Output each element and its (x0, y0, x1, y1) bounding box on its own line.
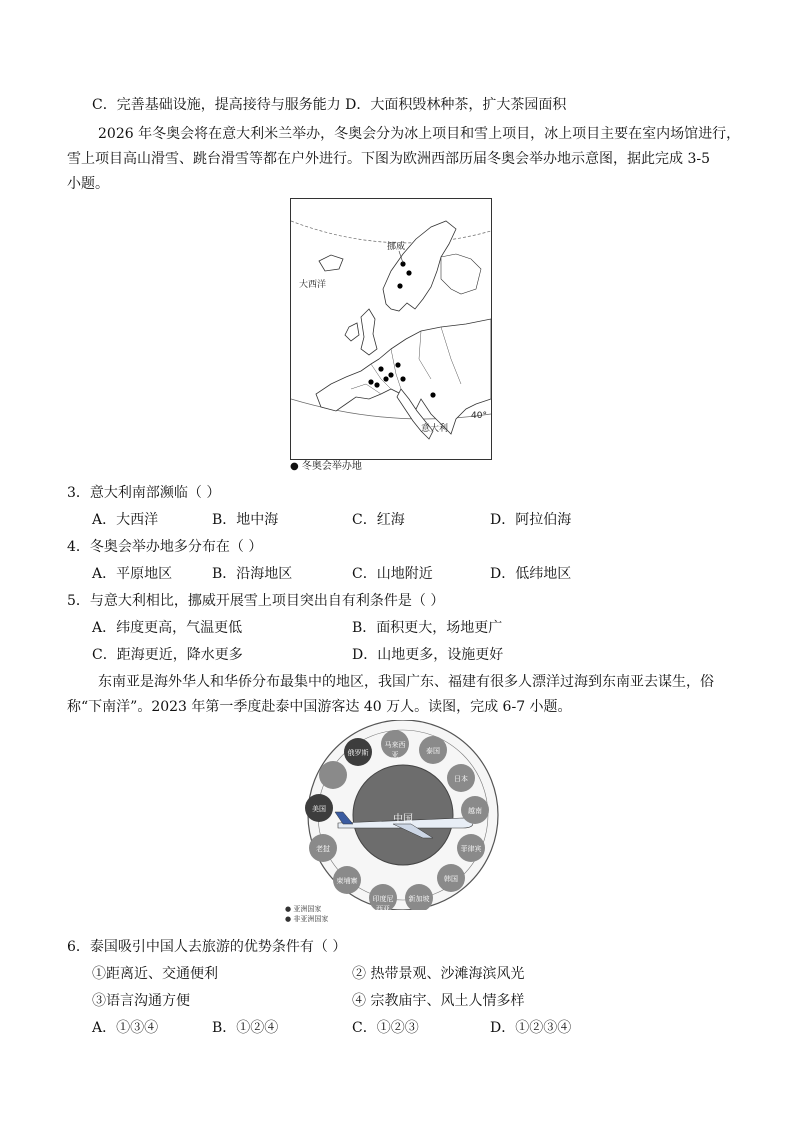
question-6-option-b: B．①②④ (212, 1020, 279, 1036)
question-3-option-a: A．大西洋 (92, 512, 159, 528)
europe-winter-olympics-map (290, 198, 492, 460)
passage-2-line-1: 东南亚是海外华人和华侨分布最集中的地区，我国广东、福建有很多人漂洋过海到东南亚去谋生，俗 (98, 674, 714, 690)
question-3-option-d: D．阿拉伯海 (490, 512, 572, 528)
question-3-option-c: C．红海 (352, 512, 405, 528)
legend-non-asian-countries: ● 非亚洲国家 (285, 915, 329, 923)
passage-2-line-2: 称“下南洋”。2023 年第一季度赴泰中国游客达 40 万人。读图，完成 6-7 小题。 (67, 699, 572, 715)
map-label-latitude-40: 40° (471, 411, 487, 421)
node-malaysia: 马来西亚 (384, 741, 406, 759)
map-label-italy: 意大利 (421, 424, 449, 434)
question-4-option-c: C．山地附近 (352, 566, 433, 582)
map-label-norway: 挪威 (387, 242, 406, 252)
question-5-option-d: D．山地更多，设施更好 (352, 647, 504, 663)
node-japan: 日本 (454, 775, 468, 783)
question-6-option-a: A．①③④ (92, 1020, 159, 1036)
node-singapore: 新加坡 (408, 895, 430, 903)
question-3-stem: 3．意大利南部濒临（ ） (67, 485, 221, 501)
question-6-item-4: ④ 宗教庙宇、风土人情多样 (352, 993, 525, 1009)
question-4-option-d: D．低纬地区 (490, 566, 572, 582)
map-label-atlantic: 大西洋 (299, 280, 327, 290)
passage-1-line-3: 小题。 (67, 176, 109, 192)
node-cambodia: 柬埔寨 (336, 877, 358, 885)
question-6-option-d: D．①②③④ (490, 1020, 572, 1036)
node-vietnam: 越南 (468, 807, 482, 815)
china-outbound-destinations-figure (283, 720, 523, 913)
center-label-china: 中国 (393, 814, 413, 825)
question-6-option-c: C．①②③ (352, 1020, 419, 1036)
question-5-option-a: A．纬度更高，气温更低 (92, 620, 243, 636)
q2-options-c-d: C．完善基础设施，提高接待与服务能力 D．大面积毁林种茶，扩大茶园面积 (92, 97, 567, 113)
passage-1-line-1: 2026 年冬奥会将在意大利米兰举办，冬奥会分为冰上项目和雪上项目，冰上项目主要在室内场馆进行， (98, 126, 741, 142)
question-4-option-a: A．平原地区 (92, 566, 173, 582)
node-korea: 韩国 (444, 875, 458, 883)
node-laos: 老挝 (316, 845, 330, 853)
legend-asian-countries: ● 亚洲国家 (285, 905, 322, 913)
node-philippines: 菲律宾 (460, 845, 482, 853)
question-6-stem: 6．泰国吸引中国人去旅游的优势条件有（ ） (67, 939, 347, 955)
node-usa: 美国 (312, 805, 326, 813)
passage-1-line-2: 雪上项目高山滑雪、跳台滑雪等都在户外进行。下图为欧洲西部历届冬奥会举办地示意图，据此完成 3-5 (67, 151, 710, 167)
question-6-item-2: ② 热带景观、沙滩海滨风光 (352, 966, 525, 982)
node-indonesia: 印度尼西亚 (372, 895, 394, 913)
question-5-stem: 5．与意大利相比，挪威开展雪上项目突出自有利条件是（ ） (67, 593, 445, 609)
question-4-stem: 4．冬奥会举办地多分布在（ ） (67, 539, 263, 555)
question-3-option-b: B．地中海 (212, 512, 279, 528)
question-5-option-b: B．面积更大，场地更广 (352, 620, 503, 636)
node-russia: 俄罗斯 (347, 749, 369, 757)
node-thailand: 泰国 (426, 747, 440, 755)
map-legend: ● 冬奥会举办地 (290, 461, 362, 472)
question-6-item-1: ①距离近、交通便利 (92, 966, 218, 982)
question-4-option-b: B．沿海地区 (212, 566, 293, 582)
question-5-option-c: C．距海更近，降水更多 (92, 647, 243, 663)
europe-map-svg (291, 199, 491, 459)
question-6-item-3: ③语言沟通方便 (92, 993, 190, 1009)
